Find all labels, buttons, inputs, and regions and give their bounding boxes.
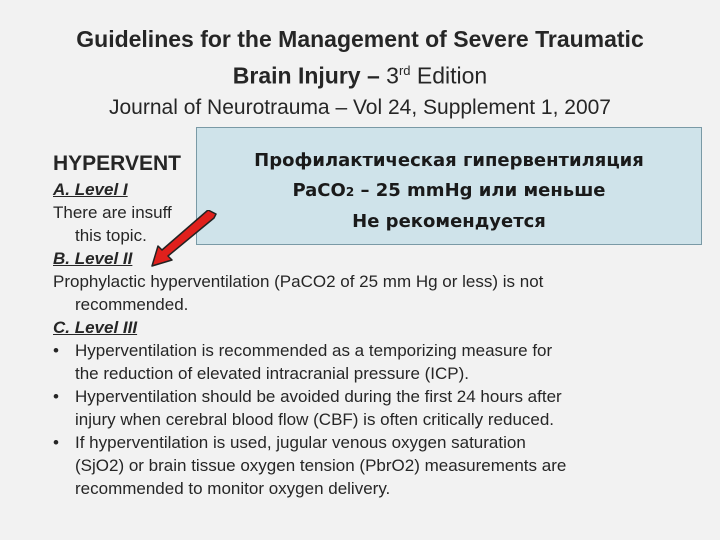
- slide-title: [0, 24, 720, 123]
- bullet-item: • If hyperventilation is used, jugular venous oxygen saturation (SjO2) or brain tissue oxygen tension (PbrO2) measurements are recommended to monitor oxygen delivery.: [53, 431, 693, 500]
- bullet-2-a: Hyperventilation should be avoided during the first 24 hours after: [75, 387, 562, 406]
- level-1-text-a: There are insuff: [53, 203, 172, 222]
- bullet-item: • Hyperventilation should be avoided during the first 24 hours after injury when cerebral blood flow (CBF) is often critically reduced.: [53, 385, 693, 431]
- bullet-3-c: recommended to monitor oxygen delivery.: [75, 479, 391, 498]
- section-heading: HYPERVENT: [53, 152, 181, 175]
- bullet-3-b: (SjO2) or brain tissue oxygen tension (PbrO2) measurements are: [75, 456, 567, 475]
- callout-line-3: Не рекомендуется: [352, 211, 546, 232]
- title-edition-number: 3: [386, 62, 399, 89]
- callout-value: – 25 mmHg или меньше: [360, 180, 606, 201]
- callout-line-2: [197, 176, 701, 207]
- bullet-1-b: the reduction of elevated intracranial pressure (ICP).: [75, 364, 470, 383]
- title-line-2: [0, 55, 720, 92]
- level-2-label: B. Level II: [53, 249, 133, 268]
- bullet-2-b: injury when cerebral blood flow (CBF) is often critically reduced.: [75, 410, 555, 429]
- callout-subscript: 2: [345, 185, 355, 199]
- bullet-3-a: If hyperventilation is used, jugular venous oxygen saturation: [75, 433, 526, 452]
- title-line-2-bold: Brain Injury –: [232, 62, 380, 89]
- title-line-1: Guidelines for the Management of Severe Traumatic: [76, 26, 644, 52]
- title-line-3: Journal of Neurotrauma – Vol 24, Supplement 1, 2007: [109, 95, 611, 119]
- red-arrow-icon: [150, 210, 220, 270]
- bullet-1-a: Hyperventilation is recommended as a temporizing measure for: [75, 341, 553, 360]
- callout-line-1: Профилактическая гипервентиляция: [254, 150, 644, 171]
- level-3-label: C. Level III: [53, 318, 138, 337]
- title-edition-suffix: rd: [398, 63, 411, 78]
- bullet-item: • Hyperventilation is recommended as a temporizing measure for the reduction of elevated intracranial pressure (ICP).: [53, 339, 693, 385]
- title-edition-word: Edition: [416, 62, 488, 89]
- level-2-text-b: recommended.: [75, 295, 189, 314]
- callout-paco: PaCO: [292, 180, 346, 201]
- level-2-text-a: Prophylactic hyperventilation (PaCO2 of 25 mm Hg or less) is not: [53, 272, 544, 291]
- level-1-label: A. Level I: [53, 180, 128, 199]
- level-1-text-b: this topic.: [75, 226, 147, 245]
- russian-callout-box: [196, 127, 702, 245]
